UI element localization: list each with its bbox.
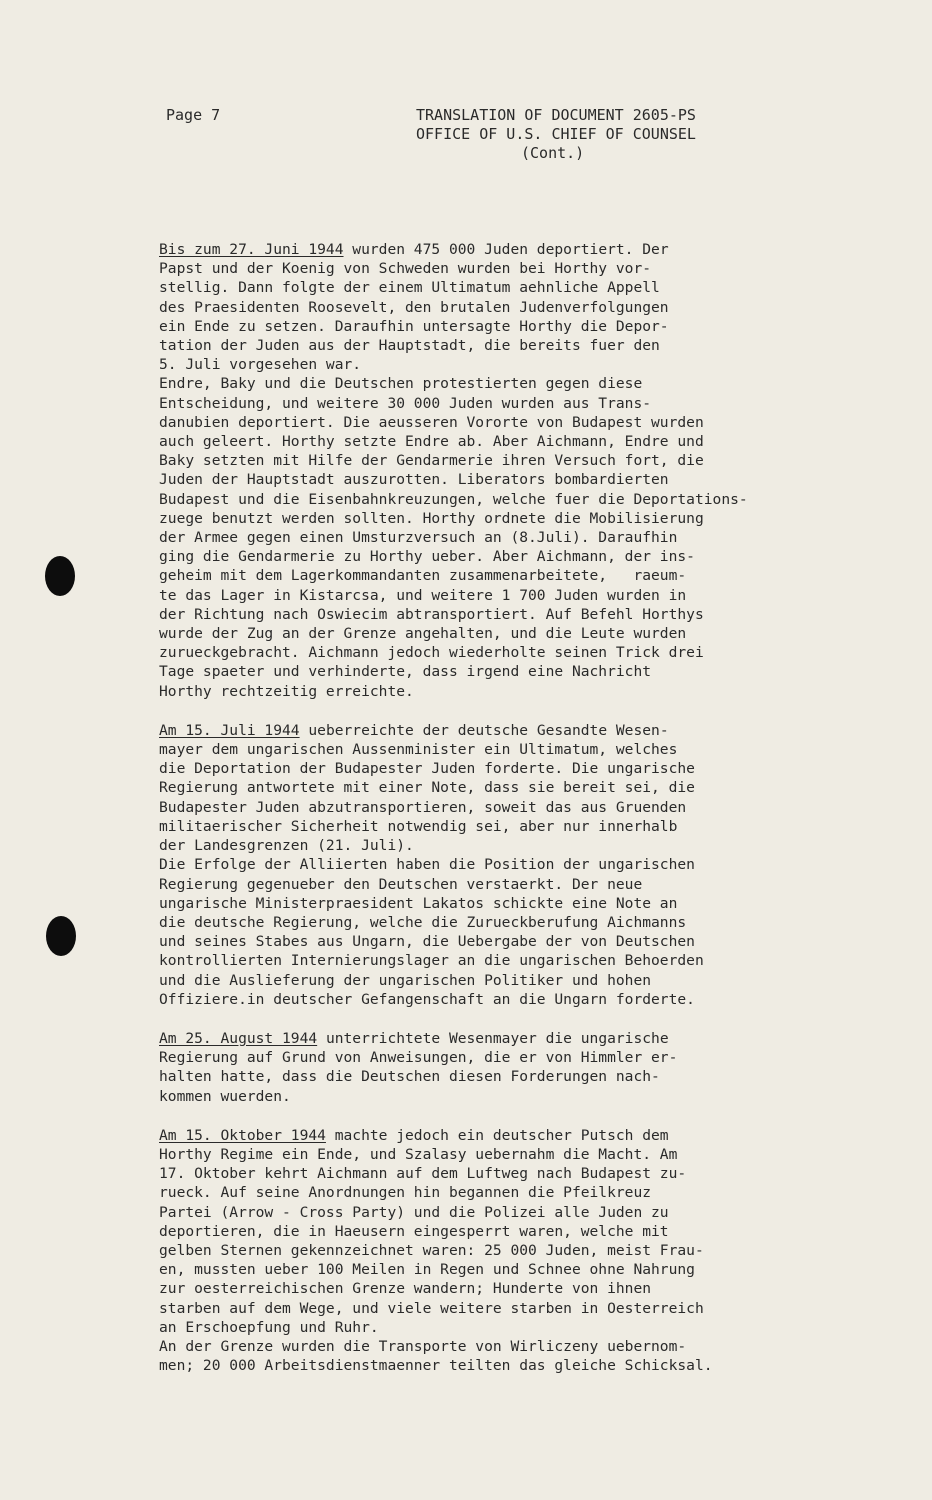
paragraph: [159, 1029, 819, 1106]
text-line: die deutsche Regierung, welche die Zurueckberufung Aichmanns: [159, 913, 687, 931]
text-line: [159, 240, 819, 259]
text-line: Horthy Regime ein Ende, und Szalasy uebernahm die Macht. Am: [159, 1145, 678, 1163]
document-header: [416, 106, 736, 163]
text-line: Tage spaeter und verhinderte, dass irgend eine Nachricht: [159, 663, 652, 681]
text-line: [159, 1126, 819, 1145]
text-line: Endre, Baky und die Deutschen protestierten gegen diese: [159, 375, 643, 393]
text-line: der Richtung nach Oswiecim abtransportiert. Auf Befehl Horthys: [159, 605, 704, 623]
text-line: An der Grenze wurden die Transporte von Wirliczeny uebernom-: [159, 1337, 687, 1355]
text-line: wurde der Zug an der Grenze angehalten, und die Leute wurden: [159, 625, 687, 643]
text-line: Baky setzten mit Hilfe der Gendarmerie ihren Versuch fort, die: [159, 452, 704, 470]
text-line: der Armee gegen einen Umsturzversuch an (8.Juli). Daraufhin: [159, 529, 678, 547]
text-line: Papst und der Koenig von Schweden wurden bei Horthy vor-: [159, 260, 652, 278]
text-line: mayer dem ungarischen Aussenminister ein Ultimatum, welches: [159, 741, 678, 759]
text-line: gelben Sternen gekennzeichnet waren: 25 000 Juden, meist Frau-: [159, 1241, 704, 1259]
text-line: 5. Juli vorgesehen war.: [159, 356, 362, 374]
text-line: Horthy rechtzeitig erreichte.: [159, 682, 414, 700]
paragraph-first-line: machte jedoch ein deutscher Putsch dem: [325, 1126, 669, 1144]
text-line: danubien deportiert. Die aeusseren Vororte von Budapest wurden: [159, 413, 704, 431]
text-line: [159, 721, 819, 740]
paragraph-first-line: ueberreichte der deutsche Gesandte Wesen-: [299, 721, 669, 739]
text-line: starben auf dem Wege, und viele weitere starben in Oesterreich: [159, 1299, 704, 1317]
text-line: tation der Juden aus der Hauptstadt, die bereits fuer den: [159, 337, 660, 355]
text-line: [159, 1029, 819, 1048]
header-office: OFFICE OF U.S. CHIEF OF COUNSEL: [416, 125, 696, 143]
text-line: Offiziere.in deutscher Gefangenschaft an die Ungarn forderte.: [159, 990, 695, 1008]
paragraph-first-line: unterrichtete Wesenmayer die ungarische: [317, 1029, 669, 1047]
paragraph-date: Am 15. Juli 1944: [159, 721, 300, 739]
header-title: TRANSLATION OF DOCUMENT 2605-PS: [416, 106, 696, 124]
text-line: Regierung antwortete mit einer Note, dass sie bereit sei, die: [159, 779, 695, 797]
paragraph-date: Bis zum 27. Juni 1944: [159, 241, 344, 258]
paragraph-date: Am 25. August 1944: [159, 1029, 318, 1047]
text-line: auch geleert. Horthy setzte Endre ab. Aber Aichmann, Endre und: [159, 433, 704, 451]
paragraph-first-line: wurden 475 000 Juden deportiert. Der: [343, 241, 669, 258]
text-line: halten hatte, dass die Deutschen diesen Forderungen nach-: [159, 1068, 660, 1086]
text-line: militaerischer Sicherheit notwendig sei, aber nur innerhalb: [159, 817, 678, 835]
punch-hole: [46, 916, 76, 956]
text-line: Entscheidung, und weitere 30 000 Juden wurden aus Trans-: [159, 394, 652, 412]
text-line: deportieren, die in Haeusern eingesperrt waren, welche mit: [159, 1222, 669, 1240]
text-line: geheim mit dem Lagerkommandanten zusammenarbeitete, raeum-: [159, 567, 687, 585]
text-line: ging die Gendarmerie zu Horthy ueber. Aber Aichmann, der ins-: [159, 548, 695, 566]
text-line: des Praesidenten Roosevelt, den brutalen Judenverfolgungen: [159, 298, 669, 316]
text-line: Regierung auf Grund von Anweisungen, die er von Himmler er-: [159, 1049, 678, 1067]
text-line: kontrollierten Internierungslager an die ungarischen Behoerden: [159, 952, 704, 970]
text-line: rueck. Auf seine Anordnungen hin begannen die Pfeilkreuz: [159, 1184, 652, 1202]
paragraph: [159, 1126, 819, 1376]
text-line: Regierung gegenueber den Deutschen verstaerkt. Der neue: [159, 875, 643, 893]
text-line: 17. Oktober kehrt Aichmann auf dem Luftweg nach Budapest zu-: [159, 1165, 687, 1183]
text-line: Budapest und die Eisenbahnkreuzungen, welche fuer die Deportations-: [159, 490, 748, 508]
text-line: ungarische Ministerpraesident Lakatos schickte eine Note an: [159, 894, 678, 912]
text-line: der Landesgrenzen (21. Juli).: [159, 837, 414, 855]
text-line: men; 20 000 Arbeitsdienstmaenner teilten das gleiche Schicksal.: [159, 1357, 713, 1375]
header-continued: (Cont.): [521, 144, 585, 162]
punch-hole: [45, 556, 75, 596]
text-line: an Erschoepfung und Ruhr.: [159, 1318, 379, 1336]
text-line: zurueckgebracht. Aichmann jedoch wiederholte seinen Trick drei: [159, 644, 704, 662]
text-line: die Deportation der Budapester Juden forderte. Die ungarische: [159, 760, 695, 778]
paragraph: [159, 721, 819, 1009]
paragraph: [159, 240, 819, 701]
document-body: [159, 240, 819, 1375]
text-line: te das Lager in Kistarcsa, und weitere 1 700 Juden wurden in: [159, 586, 687, 604]
text-line: stellig. Dann folgte der einem Ultimatum aehnliche Appell: [159, 279, 660, 297]
text-line: kommen wuerden.: [159, 1087, 291, 1105]
text-line: Juden der Hauptstadt auszurotten. Liberators bombardierten: [159, 471, 669, 489]
text-line: Partei (Arrow - Cross Party) und die Polizei alle Juden zu: [159, 1203, 669, 1221]
text-line: und seines Stabes aus Ungarn, die Uebergabe der von Deutschen: [159, 933, 695, 951]
text-line: ein Ende zu setzen. Daraufhin untersagte Horthy die Depor-: [159, 317, 669, 335]
text-line: Budapester Juden abzutransportieren, soweit das aus Gruenden: [159, 798, 687, 816]
text-line: Die Erfolge der Alliierten haben die Position der ungarischen: [159, 856, 695, 874]
text-line: zuege benutzt werden sollten. Horthy ordnete die Mobilisierung: [159, 509, 704, 527]
text-line: und die Auslieferung der ungarischen Politiker und hohen: [159, 971, 652, 989]
text-line: zur oesterreichischen Grenze wandern; Hunderte von ihnen: [159, 1280, 652, 1298]
page-number: Page 7: [166, 106, 221, 124]
paragraph-date: Am 15. Oktober 1944: [159, 1126, 326, 1144]
text-line: en, mussten ueber 100 Meilen in Regen und Schnee ohne Nahrung: [159, 1261, 695, 1279]
